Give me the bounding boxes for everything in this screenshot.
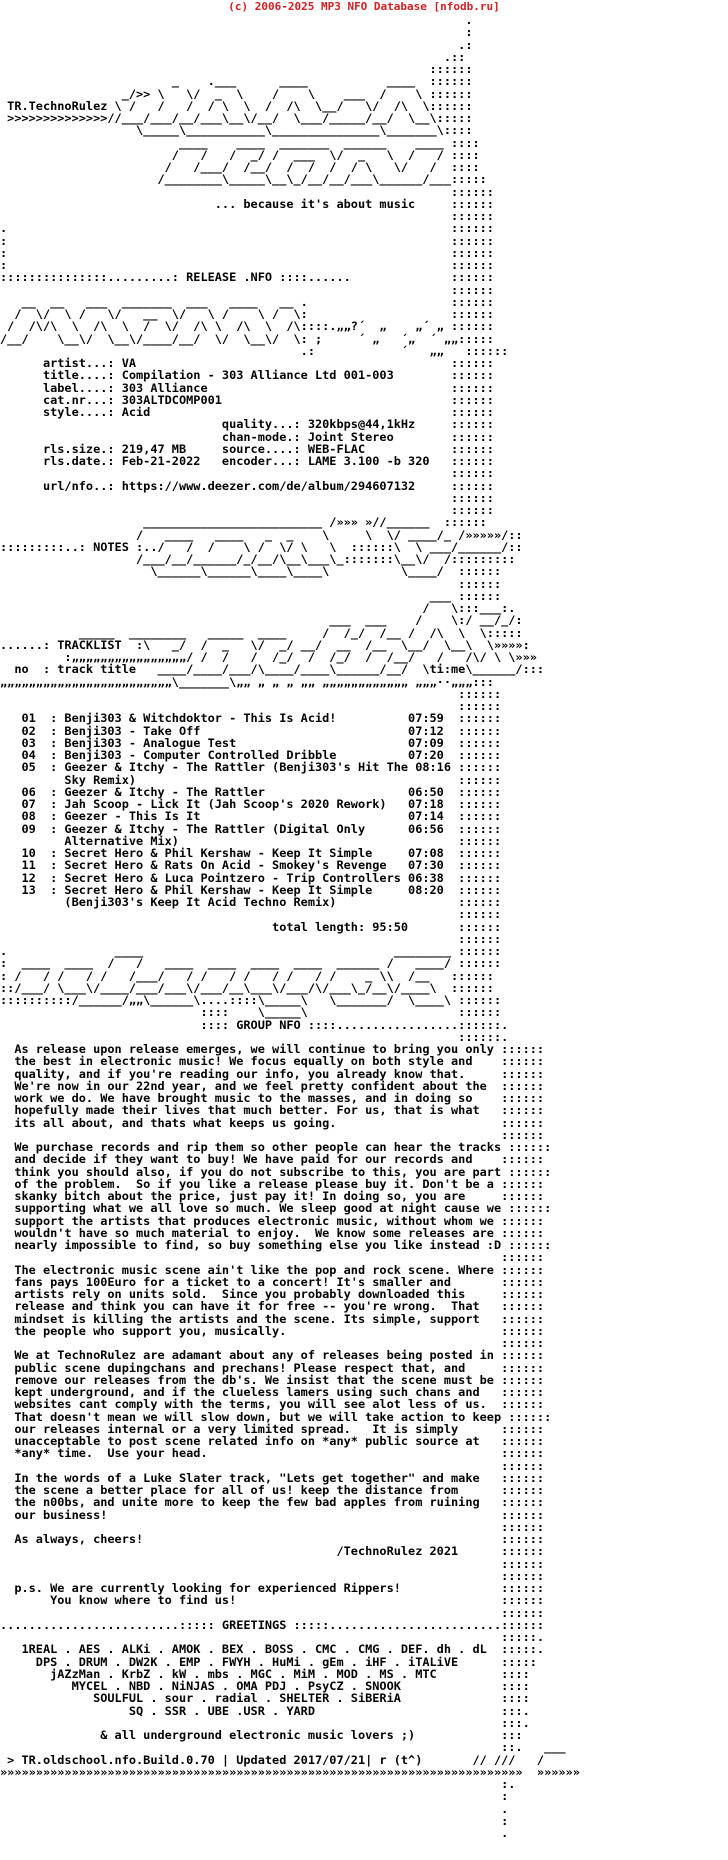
copyright-header: (c) 2006-2025 MP3 NFO Database [nfodb.ru] [228, 0, 500, 13]
nfo-document-text: . : .: .:: :::::: _ .___ ____ ____ :::::: _/>> \ \/ _ \ / \ ___ / \ :::::: TR.TechnoRulez \ / / / / \ \ / /\ \__/ \/ /\ \:::::: >>>>>>>>>>>>>>//___/___/__/___\__\/__/ \___/_____/__/ \__\::::: \_____\___________\_______________\_______\:::: ____ ____ _______ ______ ____ :::: / / / _/ / ___ \/ _ \ / / :::: / /___/ /__/ / / / / \ \/ / :::: /________\_____\__\_/__/__/___\______/___::::: :::::: ... because it's about music :::::: :::::: . :::::: : :::::: : :::::: : :::::: :::::::::::::::.........: RELEASE .NFO ::::...... :::::: :::::: __ __ ___ _______ ___ ____ __ . :::::: / \/ \ / \/ __ \/ \ / \ / \: :::::: / /\/\ \ /\ \ / \/ /\ \ /\ \ /\::::.„„?´ „ „´ „ :::::: /__/ \__\/ \__\/____/__/ \/ \__\/ \: ; ´ „ ´„ ´ „„::::: .: ´ „„ :::::: artist...: VA :::::: title....: Compilation - 303 Alliance Ltd 001-003 :::::: label....: 303 Alliance :::::: cat.nr...: 303ALTDCOMP001 :::::: style....: Acid :::::: quality...: 320kbps@44,1kHz :::::: chan-mode.: Joint Stereo :::::: rls.size.: 219,47 MB source....: WEB-FLAC :::::: rls.date.: Feb-21-2022 encoder...: LAME 3.100 -b 320 :::::: :::::: url/nfo..: https://www.deezer.com/de/album/294607132 :::::: :::::: :::::: _________________________ /»»» »//______ :::::: / ____ ____ _ _ \ \ \/ ____/_ /»»»»»/:: :::::::::..: NOTES :../ / / \ / \/ \ \ ::::::\ \ ___/______/:: /___/__/______/_/__/\__\___\_:::::::\__\/ /::::::::: \______\______\____\____\ \____/ :::::: :::::: ___ :::::: / \:::___:. ___ ___ / \:/ __/_/: _____ ________ _____ ____ / /_/ /__ / /\ \ \::::: ......: TRACKLIST :\ _/ / _ \/ _/ __/ __ /__ \__/ \__\ \»»»»: :„„„„„„„„„„„„„„„„/ / / / /_/ / /_/ / /__/ / /\/ \ \»»» no : track title ____/____/___/\____/____\______/__/ \ti:me\______/::: „„„„„„„„„„„„„„„„„„„„„„„„\_______\„„ „ „ „ „„ „„„„„„„„„„„„ „„„··„„„::: :::::: :::::: 01 : Benji303 & Witchdoktor - This Is Acid! 07:59 :::::: 02 : Benji303 - Take Off 07:12 :::::: 03 : Benji303 - Analogue Test 07:09 :::::: 04 : Benji303 - Computer Controlled Dribble 07:20 :::::: 05 : Geezer & Itchy - The Rattler (Benji303's Hit The 08:16 :::::: Sky Remix) :::::: 06 : Geezer & Itchy - The Rattler 06:50 :::::: 07 : Jah Scoop - Lick It (Jah Scoop's 2020 Rework) 07:18 :::::: 08 : Geezer - This Is It 07:14 :::::: 09 : Geezer & Itchy - The Rattler (Digital Only 06:56 :::::: Alternative Mix) :::::: 10 : Secret Hero & Phil Kershaw - Keep It Simple 07:08 :::::: 11 : Secret Hero & Rats On Acid - Smokey's Revenge 07:30 :::::: 12 : Secret Hero & Luca Pointzero - Trip Controllers 06:38 :::::: 13 : Secret Hero & Phil Kershaw - Keep It Simple 08:20 :::::: (Benji303's Keep It Acid Techno Remix) :::::: :::::: total length: 95:50 :::::: :::::: . ____ ________ :::::: : ____ ____ / / ____ ____ ____ ____ ______ / ____/ :::::: : / / / / / /___/ / / / / / / / / _ \\ /__ :::::: ::/___/ \___\/____/___/___\/___/__\___\/___/\/___\_/__\/____\ :::::: ::::::::::/______/„„\______\....::::\_____\ \_______/ \____\ :::::: :::: \_____\ :::::: :::: GROUP NFO ::::.................::::::. ::::::. As release upon release emerges, we will continue to bring you only :::::: the best in electronic music! We focus equally on both style and :::::: quality, and if you're reading our info, you already know that. :::::: We're now in our 22nd year, and we feel pretty confident about the :::::: work we do. We have brought music to the masses, and in doing so :::::: hopefully made their lives that much better. For us, that is what :::::: its all about, and thats what keeps us going. :::::: :::::: We purchase records and rip them so other people can hear the tracks :::::: and decide if they want to buy! We have paid for our records and :::::: think you should also, if you do not subscribe to this, you are part :::::: of the problem. So if you like a release please buy it. Don't be a :::::: skanky bitch about the price, just pay it! In doing so, you are :::::: supporting what we all love so much. We sleep good at night cause we :::::: support the artists that produces electronic music, without whom we :::::: wouldn't have so much material to enjoy. We know some releases are :::::: nearly impossible to find, so buy something else you like instead :D :::::: :::::: The electronic music scene ain't like the pop and rock scene. Where :::::: fans pays 100Euro for a ticket to a concert! It's smaller and :::::: artists rely on units sold. Since you probably downloaded this :::::: release and think you can have it for free -- you're wrong. That :::::: mindset is killing the artists and the scene. Its simple, support :::::: the people who support you, musically. :::::: :::::: We at TechnoRulez are adamant about any of releases being posted in :::::: public scene dupingchans and prechans! Please respect that, and :::::: remove our releases from the db's. We insist that the scene must be :::::: kept underground, and if the clueless lamers using such chans and :::::: websites cant comply with the terms, you will see alot less of us. :::::: That doesn't mean we will slow down, but we will take action to keep :::::: our releases internal or a very limited spread. It is simply :::::: unacceptable to post scene related info on *any* public source at :::::: *any* time. Use your head. :::::: :::::: In the words of a Luke Slater track, "Lets get together" and make :::::: the scene a better place for all of us! keep the distance from :::::: the n00bs, and unite more to keep the few bad apples from ruining :::::: our business! :::::: :::::: As always, cheers! :::::: /TechnoRulez 2021 :::::: :::::: :::::: p.s. We are currently looking for experienced Rippers! :::::: You know where to find us! :::::: :::::: .........................::::: GREETINGS :::::........................:::::: :::::. 1REAL . AES . ALKi . AMOK . BEX . BOSS . CMC . CMG . DEF. dh . dL :::::. DPS . DRUM . DW2K . EMP . FWYH . HuMi . gEm . iHF . iTALiVE ::::: jAZzMan . KrbZ . kW . mbs . MGC . MiM . MOD . MS . MTC :::: MYCEL . NBD . NiNJAS . OMA PDJ . PsyCZ . SNOOK :::: SOULFUL . sour . radial . SHELTER . SiBERiA :::: SQ . SSR . UBE .USR . YARD :::. :::. & all underground electronic music lovers ;) ::: ::. ___ > TR.oldschool.nfo.Build.0.70 | Updated 2017/07/21| r (t^) // /// / »»»»»»»»»»»»»»»»»»»»»»»»»»»»»»»»»»»»»»»»»»»»»»»»»»»»»»»»»»»»»»»»»»»»»»»»» »»»»»» :. : . : . [0, 14, 580, 1840]
